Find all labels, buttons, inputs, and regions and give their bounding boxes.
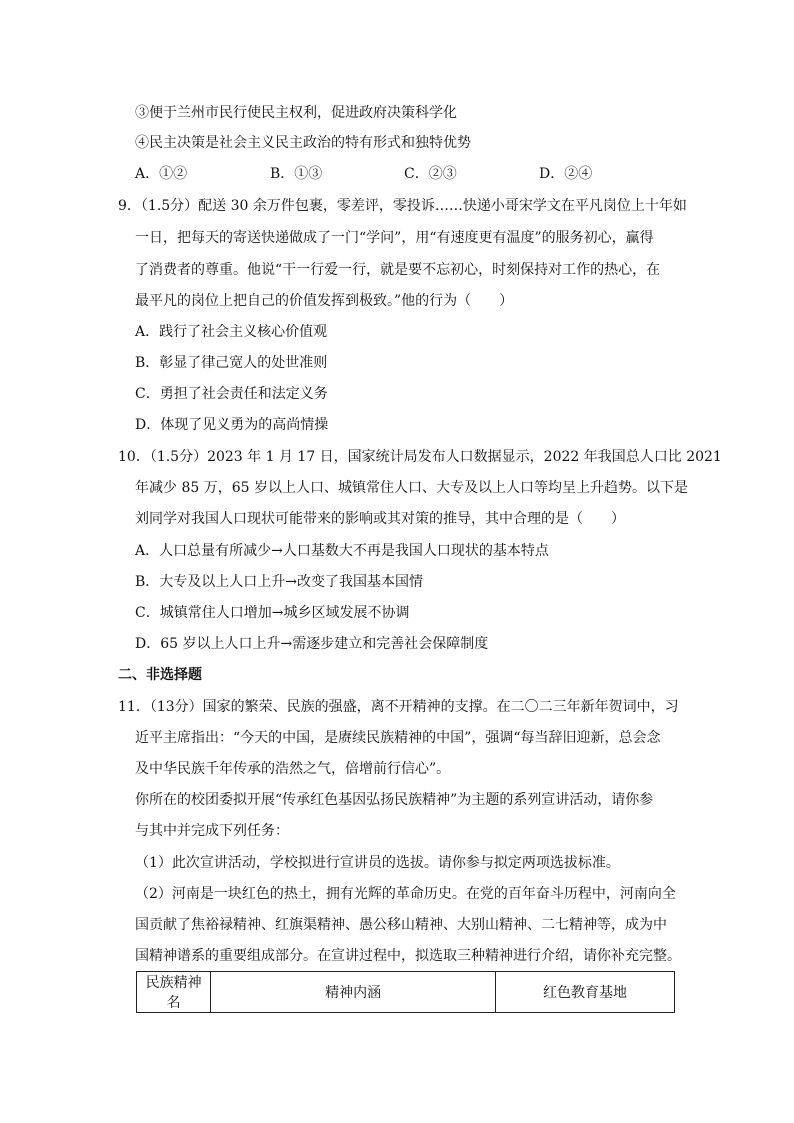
q10-stem-line-3: 刘同学对我国人口现状可能带来的影响或其对策的推导，其中合理的是（ ） xyxy=(135,511,625,527)
header-spirit-name: 民族精神名 xyxy=(137,972,211,1013)
q10-option-d[interactable]: D．65 岁以上人口上升→需逐步建立和完善社会保障制度 xyxy=(135,636,489,652)
q8-option-d[interactable]: D．②④ xyxy=(539,166,593,182)
q10-stem-line-1: 10．（1.5分）2023 年 1 月 17 日，国家统计局发布人口数据显示，2022 年我国总人口比 2021 xyxy=(118,449,722,465)
q9-option-d[interactable]: D．体现了见义勇为的高尚情操 xyxy=(135,417,329,433)
q10-option-a[interactable]: A．人口总量有所减少→人口基数大不再是我国人口现状的基本特点 xyxy=(135,543,549,559)
q8-statement-3: ③便于兰州市民行使民主权利，促进政府决策科学化 xyxy=(135,105,457,121)
q9-stem-line-1: 9．（1.5分）配送 30 余万件包裹，零差评，零投诉……快递小哥宋学文在平凡岗位上十年如 xyxy=(118,198,687,214)
q10-option-c[interactable]: C．城镇常住人口增加→城乡区域发展不协调 xyxy=(135,605,410,621)
q11-stem-line-3: 及中华民族千年传承的浩然之气，倍增前行信心”。 xyxy=(135,761,451,777)
table-header-row xyxy=(137,972,675,1013)
q9-stem-line-4: 最平凡的岗位上把自己的价值发挥到极致。”他的行为（ ） xyxy=(135,293,514,309)
q9-stem-line-3: 了消费者的尊重。他说“干一行爱一行，就是要不忘初心，时刻保持对工作的热心，在 xyxy=(135,262,661,278)
q9-option-c[interactable]: C．勇担了社会责任和法定义务 xyxy=(135,386,328,402)
q11-stem-line-2: 近平主席指出：“今天的中国，是赓续民族精神的中国”，强调“每当辞旧迎新，总会念 xyxy=(135,730,661,746)
spirit-table xyxy=(136,971,675,1013)
header-spirit-meaning: 精神内涵 xyxy=(211,972,496,1013)
q10-option-b[interactable]: B．大专及以上人口上升→改变了我国基本国情 xyxy=(135,574,424,590)
q11-subtask-1: （1）此次宣讲活动，学校拟进行宣讲员的选拔。请你参与拟定两项选拔标准。 xyxy=(135,855,620,871)
section-title: 二、非选择题 xyxy=(118,667,202,683)
header-education-base: 红色教育基地 xyxy=(495,972,674,1013)
q11-stem-line-4: 你所在的校团委拟开展“传承红色基因弘扬民族精神”为主题的系列宣讲活动，请你参 xyxy=(135,792,654,808)
q8-option-c[interactable]: C．②③ xyxy=(404,166,457,182)
q11-subtask-2-line-1: （2）河南是一块红色的热土，拥有光辉的革命历史。在党的百年奋斗历程中，河南向全 xyxy=(135,886,676,902)
q8-option-b[interactable]: B．①③ xyxy=(270,166,323,182)
q8-statement-4: ④民主决策是社会主义民主政治的特有形式和独特优势 xyxy=(135,135,471,151)
q8-option-a[interactable]: A．①② xyxy=(135,166,188,182)
q9-option-a[interactable]: A．践行了社会主义核心价值观 xyxy=(135,324,328,340)
q9-stem-line-2: 一日，把每天的寄送快递做成了一门“学问”，用“有速度更有温度”的服务初心，赢得 xyxy=(135,230,654,246)
q9-option-b[interactable]: B．彰显了律己宽人的处世准则 xyxy=(135,355,328,371)
q10-stem-line-2: 年减少 85 万，65 岁以上人口、城镇常住人口、大专及以上人口等均呈上升趋势。以下是 xyxy=(135,480,688,496)
q11-stem-line-1: 11．（13分）国家的繁荣、民族的强盛，离不开精神的支撑。在二〇二三年新年贺词中，习 xyxy=(118,699,679,715)
q11-stem-line-5: 与其中并完成下列任务： xyxy=(135,823,289,839)
q11-subtask-2-line-2: 国贡献了焦裕禄精神、红旗渠精神、愚公移山精神、大别山精神、二七精神等，成为中 xyxy=(135,917,667,933)
q11-subtask-2-line-3: 国精神谱系的重要组成部分。在宣讲过程中，拟选取三种精神进行介绍，请你补充完整。 xyxy=(135,948,681,964)
